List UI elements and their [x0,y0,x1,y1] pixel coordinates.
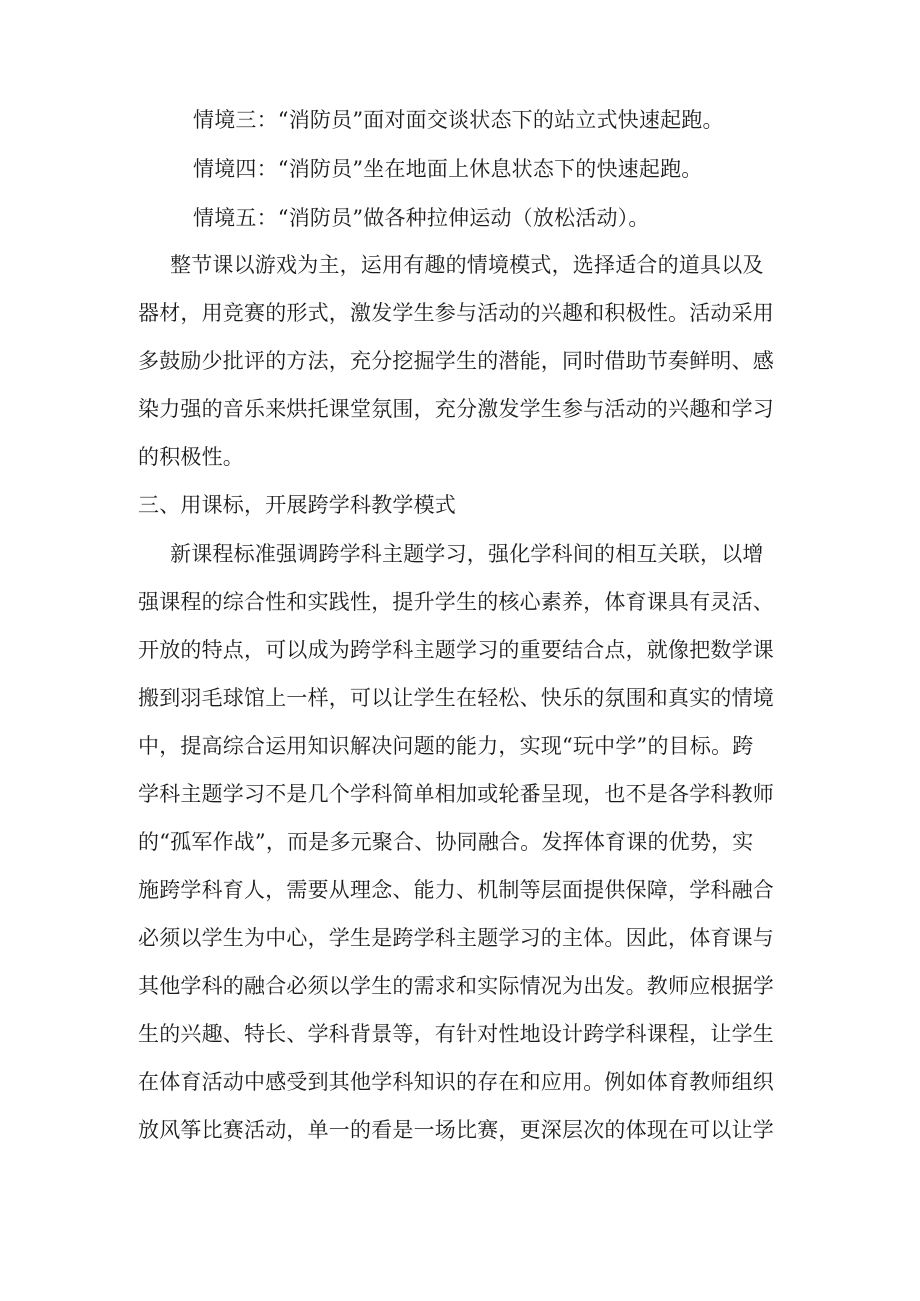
paragraph-line: 在体育活动中感受到其他学科知识的存在和应用。例如体育教师组织 [138,1070,774,1094]
paragraph-line: 新课程标准强调跨学科主题学习，强化学科间的相互关联，以增 [170,542,764,566]
paragraph-line: 施跨学科育人，需要从理念、能力、机制等层面提供保障，学科融合 [138,878,774,902]
paragraph-line: 器材，用竞赛的形式，激发学生参与活动的兴趣和积极性。活动采用 [138,301,774,325]
paragraph-line: 学科主题学习不是几个学科简单相加或轮番呈现，也不是各学科教师 [138,782,774,806]
paragraph-line: 的“孤军作战”，而是多元聚合、协同融合。发挥体育课的优势，实 [138,830,754,854]
section-heading: 三、用课标，开展跨学科教学模式 [138,493,456,517]
paragraph-line: 中，提高综合运用知识解决问题的能力，实现“玩中学”的目标。跨 [138,734,754,758]
paragraph-line: 必须以学生为中心，学生是跨学科主题学习的主体。因此，体育课与 [138,926,774,950]
paragraph-line: 强课程的综合性和实践性，提升学生的核心素养，体育课具有灵活、 [138,590,774,614]
paragraph-line: 的积极性。 [138,445,244,469]
paragraph-line: 多鼓励少批评的方法，充分挖掘学生的潜能，同时借助节奏鲜明、感 [138,349,774,373]
scenario-four-line: 情境四：“消防员”坐在地面上休息状态下的快速起跑。 [193,157,703,181]
paragraph-line: 整节课以游戏为主，运用有趣的情境模式，选择适合的道具以及 [170,253,764,277]
scenario-five-line: 情境五：“消防员”做各种拉伸运动（放松活动）。 [193,206,650,230]
paragraph-line: 染力强的音乐来烘托课堂氛围，充分激发学生参与活动的兴趣和学习 [138,397,774,421]
scenario-three-line: 情境三：“消防员”面对面交谈状态下的站立式快速起跑。 [193,108,724,132]
paragraph-line: 生的兴趣、特长、学科背景等，有针对性地设计跨学科课程，让学生 [138,1022,774,1046]
paragraph-line: 其他学科的融合必须以学生的需求和实际情况为出发。教师应根据学 [138,974,774,998]
paragraph-line: 搬到羽毛球馆上一样，可以让学生在轻松、快乐的氛围和真实的情境 [138,686,774,710]
paragraph-line: 开放的特点，可以成为跨学科主题学习的重要结合点，就像把数学课 [138,638,774,662]
paragraph-line: 放风筝比赛活动，单一的看是一场比赛，更深层次的体现在可以让学 [138,1118,774,1142]
